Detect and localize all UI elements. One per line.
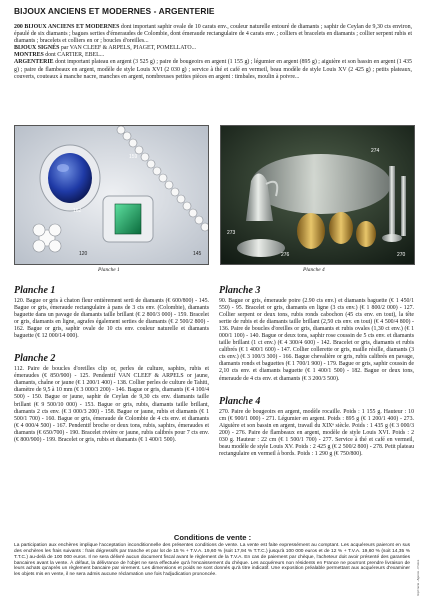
silverware-photo (220, 125, 415, 265)
intro-lot200-lead: 200 BIJOUX ANCIENS ET MODERNES (14, 24, 120, 30)
planche-2-heading: Planche 2 (14, 353, 56, 365)
silverware-photo-art (221, 126, 414, 264)
right-column (219, 285, 414, 463)
planche-2-lots: 112. Paire de boucles d'oreilles clip or, perles de culture, saphirs, rubis et émeraudes (€ 850/900) - 125. Pendentif VAN CLEEF & ARPELS or jaune, diamants, chaîne or jaune (€ 1 200/1 400) - 138. Collier perles de culture de Tahiti, diamètre de 9,5 à 10 mm (€ 3 000/3 200) - 146. Bague or gris, diamants (€ 4 100/4 500) - 150. Bague or jaune, saphir de Ceylan de 9,30 cts env. diamants taille brillant (€ 9 500/10 000) - 153. Bague or gris, rubis, diamants taille brillant, diamants 2 cts env. (€ 3 000/3 200) - 158. Bague or jaune, rubis et diamants (€ 1 500/1 700) - 160. Bague or gris, émeraude de Colombie de 4 cts env. et diamants (€ 4 000/4 500) - 167. Pendentif broche or deux tons, rubis, saphirs, émeraudes et diamants (€ 650/700) - 190. Bracelet rivière or jaune, rubis calibrés pour 7 cts env. (€ 800/900) - 199. Bracelet or gris, rubis et diamants (€ 1 400/1 500). (14, 366, 209, 443)
jewelry-photo (14, 125, 209, 265)
photo4-label-270: 270 (397, 252, 406, 258)
planche-4-lots: 270. Paire de bougeoirs en argent, modèle rocaille. Poids : 1 155 g. Hauteur : 10 cm (€ 900/1 000) - 271. Légumier en argent. Poids : 895 g (€ 1 200/1 400) - 273. Aiguière et son bassin en argent, travail du XIXᵉ siècle. Poids : 1 435 g (€ 3 000/3 200) - 276. Paire de flambeaux en argent, modèle de style Louis XVI. Poids : 2 030 g. Hauteur : 22 cm (€ 1 500/1 700) - 277. Service à thé et café en vermeil, beau modèle de style Louis XV. Poids : 2 425 g (€ 2 500/2 800) - 278. Petit plateau rectangulaire en vermeil à bords. Poids : 1 290 g (€ 750/800). (219, 408, 414, 457)
planche-3-lots: 90. Bague or gris, émeraude poire (2.90 cts env.) et diamants baguette (€ 1 450/1 550) - 95. Bracelet or gris, diamants en ligne (3 cts env.) (€ 1 800/2 000) - 127. Collier serpent or deux tons, rubis ronds cabochon (45 cts env. en tout), la tête sertie de rubis et de diamants taille brillant (2,50 cts env. en tout) (€ 4 500/4 800) - 136. Paire de boucles d'oreilles or gris, diamants et rubis ovales (1,30 ct env.) (€ 1 000/1 100) - 140. Bague or deux tons, saphir rose coussin de 5 cts env. et diamants taille brillant (1 ct env.) (€ 4 300/4 600) - 142. Bracelet or gris, diamants et rubis calibrés (€ 1 400/1 600) - 147. Collier collerette or gris, maille résille, diamants (3 cts env.) (€ 3 100/3 300) - 166. Bague chevalière or gris, rubis calibrés en pavage, diamants ronds et baguettes (€ 1 700/1 900) - 179. Bague or gris, saphir coussin de 2,10 cts env. et diamants baguette (€ 1 400/1 500) - 182. Bague or deux tons, émeraude de 4 cts env. et diamants (€ 3 200/3 500). (219, 298, 414, 382)
planche-1-heading: Planche 1 (14, 285, 56, 296)
side-credit-note: Imprimerie - Agence - Photos (416, 559, 420, 596)
conditions-title: Conditions de vente : (173, 533, 252, 542)
intro-watches-lead: MONTRES (14, 52, 44, 59)
intro-lot200-text: dont important saphir ovale de 10 carats env., couleur naturelle entouré de diamants ; saphir de Ceylan de 9,30 cts environ, épaulé de six diamants ; bagues serties d'émeraudes de Colombie, dont émeraude rectangulaire de 4 carats env. ; colliers et bracelets en diamants ; collier serpent rubis et diamants ; bracelets et colliers en or ; boucles d'oreilles... (14, 24, 413, 45)
intro-silver-lead: ARGENTERIE (14, 59, 54, 66)
photo4-label-274: 274 (371, 148, 380, 154)
conditions-text: La participation aux enchères implique l'acceptation inconditionnelle des présentes conditions de vente. La vente est faite expressément au comptant. Les acquéreurs paieront en sus des enchères les frais suivants : frais dégressifs par tranche et par lot de 15 % + T.V.A. 19,60 % (soit 17,94 % T.T.C.) jusqu'à 100 000 euros et de 12 % + T.V.A. 19,60 % (soit 14,35 % T.T.C.) au-delà de 100 000 euros. Il ne sera délivré aucun document fiscal avant le règlement de la T.V.A. En cas de paiement par chèque, l'acheteur doit avoir présenté des garanties bancaires avant la vente. À défaut, la délivrance de l'objet ne sera effectuée qu'à l'encaissement du chèque. Les acquéreurs non résidents en France ne pourront prendre livraison de leurs achats qu'après un règlement bancaire par virement. Les dimensions et poids ne sont donnés qu'à titre indicatif. Une exposition préalable permettant aux acquéreurs d'examiner les objets mis en vente, il ne sera admis aucune réclamation une fois l'adjudication prononcée. (14, 543, 410, 578)
left-column (14, 285, 209, 449)
jewelry-photo-art (15, 126, 208, 264)
intro-watches-text: dont CARTIER, EBEL... (43, 52, 105, 59)
intro-paragraph (14, 24, 412, 81)
photo1-label-120: 120 (79, 251, 88, 257)
intro-silver-text: dont important plateau en argent (3 525 g) ; paire de bougeoirs en argent (1 155 g) ; légumier en argent (895 g) ; aiguière et son bassin en argent (1 435 g) ; paire de flambeaux en argent, modèle de style Louis XVI (2 030 g) ; service à thé et café en vermeil, beau modèle de style Louis XV (2 425 g) ; petits plateaux, couverts, couteaux à manche nacre, manches en argent, nombreuses petites pièces en argent : timbales, moulin à poivre... (14, 59, 412, 80)
caption-planche-4: Planche 4 (303, 267, 325, 273)
photo4-label-273: 273 (227, 230, 236, 236)
planche-4-heading: Planche 4 (219, 395, 261, 407)
photo1-label-159: 159 (129, 154, 138, 160)
caption-planche-1: Planche 1 (98, 267, 120, 273)
planche-3-heading: Planche 3 (219, 285, 261, 296)
photo1-label-145: 145 (193, 251, 202, 257)
page-title: BIJOUX ANCIENS ET MODERNES - ARGENTERIE (14, 6, 215, 16)
intro-signed-lead: BIJOUX SIGNÉS (14, 45, 60, 52)
intro-signed-text: par VAN CLEEF & ARPELS, PIAGET, POMELLATO... (59, 45, 197, 52)
planche-1-lots: 120. Bague or gris à chaton fleur entièrement serti de diamants (€ 600/800) - 145. Bague or gris, émeraude rectangulaire à pans de 3 cts env. (Colombie), diamants baguette dans un pavage de diamants taille brillant (€ 2 800/3 000) - 159. Bracelet or gris, diamants en ligne, agrafes également serties de diamants (€ 2 500/2 800) - 162. Bague or gris, saphir ovale de 10 cts env. couleur naturelle et diamants baguette (€ 12 000/14 000). (14, 298, 209, 340)
photo1-label-162: 162 (73, 208, 82, 214)
photo4-label-276: 276 (281, 252, 290, 258)
